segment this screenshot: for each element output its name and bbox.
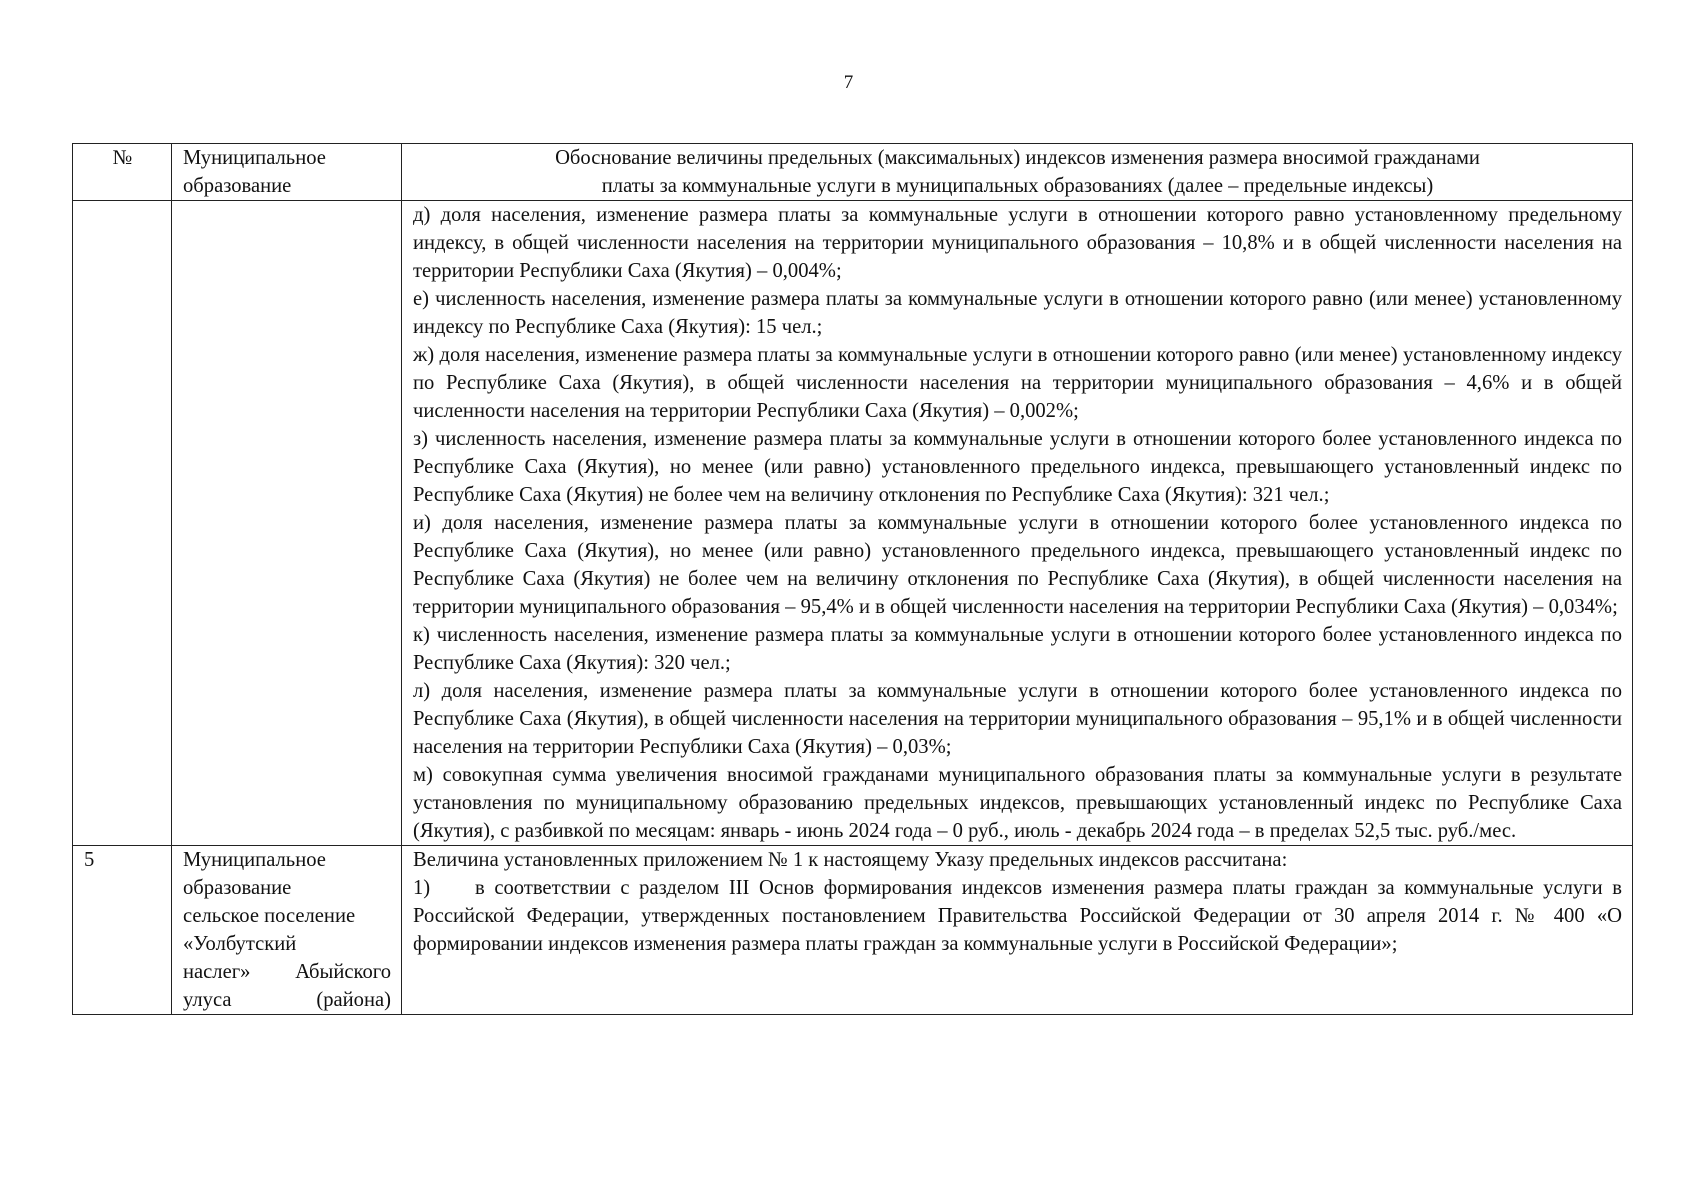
- row-municipality-cell: [172, 201, 402, 846]
- paragraph-k: к) численность населения, изменение размера платы за коммунальные услуги в отношении которого более установленного индекса по Республике Саха (Якутия): 320 чел.;: [413, 624, 1622, 674]
- paragraph-m: м) совокупная сумма увеличения вносимой гражданами муниципального образования платы за коммунальные услуги в результате установления по муниципальному образованию предельных индексов, превышающих установленный индекс по Республике Саха (Якутия), с разбивкой по месяцам: январь - июнь 2024 года – 0 руб., июль - декабрь 2024 года – в пределах 52,5 тыс. руб./мес.: [413, 764, 1622, 842]
- paragraph-l: л) доля населения, изменение размера платы за коммунальные услуги в отношении которого более установленного индекса по Республике Саха (Якутия), в общей численности населения на территории муниципального образования – 95,1% и в общей численности населения на территории Республики Саха (Якутия) – 0,03%;: [413, 680, 1622, 758]
- municipality-line: «Уолбутский: [183, 933, 297, 955]
- row5-item1-text: в соответствии с разделом III Основ формирования индексов изменения размера платы граждан за коммунальные услуги в Российской Федерации, утвержденных постановлением Правительства Российской Федерации от 30 апреля 2014 г. № 400 «О формировании индексов изменения размера платы граждан за коммунальные услуги в Российской Федерации»;: [413, 877, 1622, 955]
- header-number: №: [73, 144, 172, 201]
- paragraph-z: з) численность населения, изменение размера платы за коммунальные услуги в отношении которого более установленного индекса по Республике Саха (Якутия), но менее (или равно) установленного предельного индекса, превышающего установленный индекс по Республике Саха (Якутия) не более чем на величину отклонения по Республике Саха (Якутия): 321 чел.;: [413, 428, 1622, 506]
- row-justification-cell: [402, 201, 1633, 846]
- row-number-cell: 5: [73, 846, 172, 1015]
- header-justification-line2: платы за коммунальные услуги в муниципальных образованиях (далее – предельные индексы): [601, 175, 1434, 197]
- header-justification-line1: Обоснование величины предельных (максимальных) индексов изменения размера вносимой гражданами: [555, 147, 1480, 169]
- paragraph-zh: ж) доля населения, изменение размера платы за коммунальные услуги в отношении которого равно (или менее) установленному индексу по Республике Саха (Якутия), в общей численности населения на территории муниципального образования – 4,6% и в общей численности населения на территории Республики Саха (Якутия) – 0,002%;: [413, 344, 1622, 422]
- table-row: [73, 846, 1633, 1015]
- paragraph-d: д) доля населения, изменение размера платы за коммунальные услуги в отношении которого равно установленному предельному индексу, в общей численности населения на территории муниципального образования – 10,8% и в общей численности населения на территории Республики Саха (Якутия) – 0,004%;: [413, 204, 1622, 282]
- municipality-line: улуса (района): [183, 989, 391, 1011]
- municipality-line: наслег» Абыйского: [183, 961, 391, 983]
- header-municipality: [172, 144, 402, 201]
- row-justification-cell: [402, 846, 1633, 1015]
- header-municipality-line1: Муниципальное: [183, 147, 326, 169]
- table-row: [73, 201, 1633, 846]
- municipality-line: сельское поселение: [183, 905, 356, 927]
- header-municipality-line2: образование: [183, 175, 292, 197]
- header-justification: [402, 144, 1633, 201]
- paragraph-i: и) доля населения, изменение размера платы за коммунальные услуги в отношении которого более установленного индекса по Республике Саха (Якутия), но менее (или равно) установленного предельного индекса, превышающего установленный индекс по Республике Саха (Якутия) не более чем на величину отклонения по Республике Саха (Якутия), в общей численности населения на территории муниципального образования – 95,4% и в общей численности населения на территории Республики Саха (Якутия) – 0,034%;: [413, 512, 1622, 618]
- justification-table: [72, 143, 1633, 1015]
- row5-item1: [413, 874, 1622, 958]
- row-number-cell: [73, 201, 172, 846]
- row5-item1-marker: 1): [413, 877, 431, 899]
- municipality-line: образование: [183, 877, 292, 899]
- municipality-line: Муниципальное: [183, 849, 326, 871]
- row-municipality-cell: [172, 846, 402, 1015]
- row5-intro: Величина установленных приложением № 1 к настоящему Указу предельных индексов рассчитана:: [413, 849, 1288, 871]
- page-number: 7: [843, 72, 854, 93]
- table-header-row: [73, 144, 1633, 201]
- paragraph-e: е) численность населения, изменение размера платы за коммунальные услуги в отношении которого равно (или менее) установленному индексу по Республике Саха (Якутия): 15 чел.;: [413, 288, 1622, 338]
